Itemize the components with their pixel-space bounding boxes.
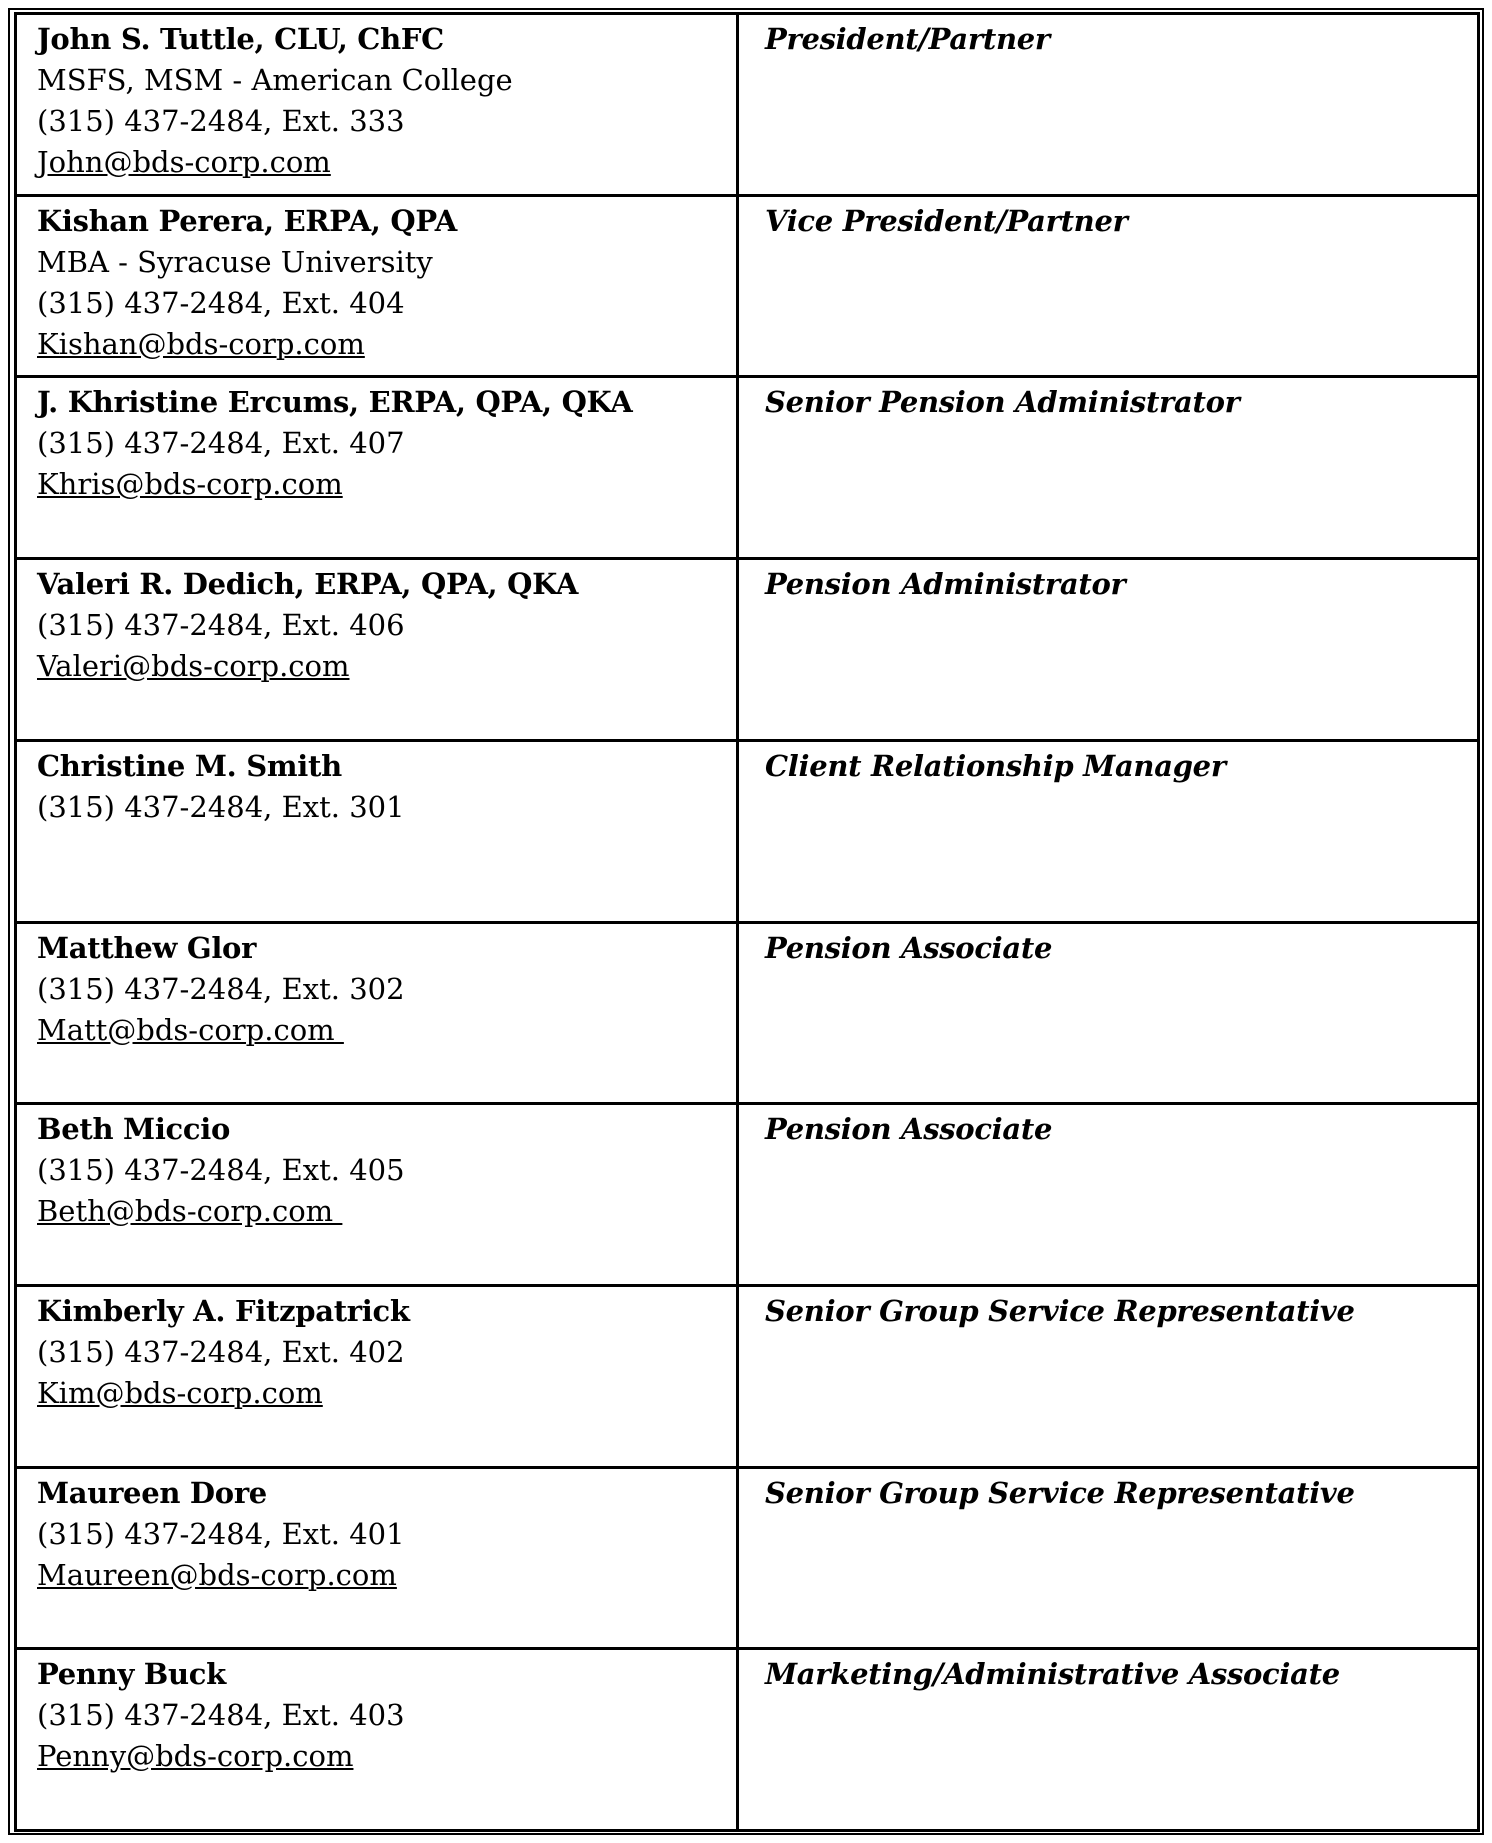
staff-title: Marketing/Administrative Associate (765, 1657, 1340, 1692)
staff-name: Valeri R. Dedich, ERPA, QPA, QKA (37, 567, 579, 602)
title-cell (739, 1105, 1477, 1284)
staff-name: Kishan Perera, ERPA, QPA (37, 203, 457, 238)
title-cell (739, 197, 1477, 376)
contact-cell (17, 742, 739, 921)
staff-email-link[interactable]: Maureen@bds-corp.com (37, 1557, 397, 1592)
contact-cell (17, 560, 739, 739)
title-cell (739, 924, 1477, 1103)
title-cell (739, 1287, 1477, 1466)
title-cell (739, 742, 1477, 921)
staff-phone: (315) 437-2484, Ext. 403 (37, 1698, 405, 1733)
staff-name: Maureen Dore (37, 1475, 267, 1510)
contact-cell (17, 15, 739, 194)
staff-email-link[interactable]: Khris@bds-corp.com (37, 467, 343, 502)
table-row (17, 560, 1477, 742)
staff-title: Senior Pension Administrator (765, 385, 1240, 420)
table-row (17, 1650, 1477, 1829)
staff-name: Matthew Glor (37, 930, 257, 965)
staff-email-link[interactable]: Penny@bds-corp.com (37, 1739, 354, 1774)
staff-title: Senior Group Service Representative (765, 1293, 1355, 1328)
staff-name: Penny Buck (37, 1657, 226, 1692)
title-cell (739, 1469, 1477, 1648)
staff-title: President/Partner (765, 22, 1050, 56)
title-cell (739, 15, 1477, 194)
staff-title: Pension Associate (765, 1112, 1053, 1147)
staff-title: Pension Administrator (765, 567, 1126, 602)
table-row (17, 924, 1477, 1106)
staff-phone: (315) 437-2484, Ext. 302 (37, 971, 405, 1006)
title-cell (739, 560, 1477, 739)
staff-email-link[interactable]: Valeri@bds-corp.com (37, 649, 350, 684)
staff-phone: (315) 437-2484, Ext. 402 (37, 1334, 405, 1369)
contact-cell (17, 924, 739, 1103)
staff-email-link[interactable]: Kishan@bds-corp.com (37, 326, 365, 361)
staff-email-link[interactable]: John@bds-corp.com (37, 145, 331, 179)
staff-email-link[interactable]: Kim@bds-corp.com (37, 1375, 323, 1410)
table-row (17, 1287, 1477, 1469)
staff-title: Vice President/Partner (765, 203, 1128, 238)
staff-phone: (315) 437-2484, Ext. 301 (37, 789, 405, 824)
staff-name: Christine M. Smith (37, 748, 342, 783)
staff-name: J. Khristine Ercums, ERPA, QPA, QKA (37, 385, 633, 420)
table-row (17, 197, 1477, 379)
table-row (17, 1469, 1477, 1651)
table-row (17, 15, 1477, 197)
staff-phone: (315) 437-2484, Ext. 401 (37, 1516, 405, 1551)
contact-cell (17, 1469, 739, 1648)
staff-credentials: MSFS, MSM - American College (37, 63, 513, 97)
staff-phone: (315) 437-2484, Ext. 407 (37, 426, 405, 461)
staff-title: Senior Group Service Representative (765, 1475, 1355, 1510)
staff-phone: (315) 437-2484, Ext. 405 (37, 1153, 405, 1188)
table-row (17, 378, 1477, 560)
staff-name: Kimberly A. Fitzpatrick (37, 1293, 410, 1328)
staff-email-link[interactable]: Matt@bds-corp.com (37, 1012, 344, 1047)
contact-cell (17, 1650, 739, 1829)
contact-cell (17, 1105, 739, 1284)
staff-title: Pension Associate (765, 930, 1053, 965)
staff-title: Client Relationship Manager (765, 748, 1226, 783)
contact-cell (17, 1287, 739, 1466)
staff-phone: (315) 437-2484, Ext. 406 (37, 608, 405, 643)
staff-name: Beth Miccio (37, 1112, 231, 1147)
staff-phone: (315) 437-2484, Ext. 404 (37, 285, 405, 320)
staff-credentials: MBA - Syracuse University (37, 244, 433, 279)
table-row (17, 1105, 1477, 1287)
title-cell (739, 1650, 1477, 1829)
staff-email-link[interactable]: Beth@bds-corp.com (37, 1194, 343, 1229)
table-row (17, 742, 1477, 924)
title-cell (739, 378, 1477, 557)
staff-table (14, 12, 1480, 1832)
staff-name: John S. Tuttle, CLU, ChFC (37, 22, 444, 56)
contact-cell (17, 197, 739, 376)
contact-cell (17, 378, 739, 557)
staff-phone: (315) 437-2484, Ext. 333 (37, 104, 405, 138)
